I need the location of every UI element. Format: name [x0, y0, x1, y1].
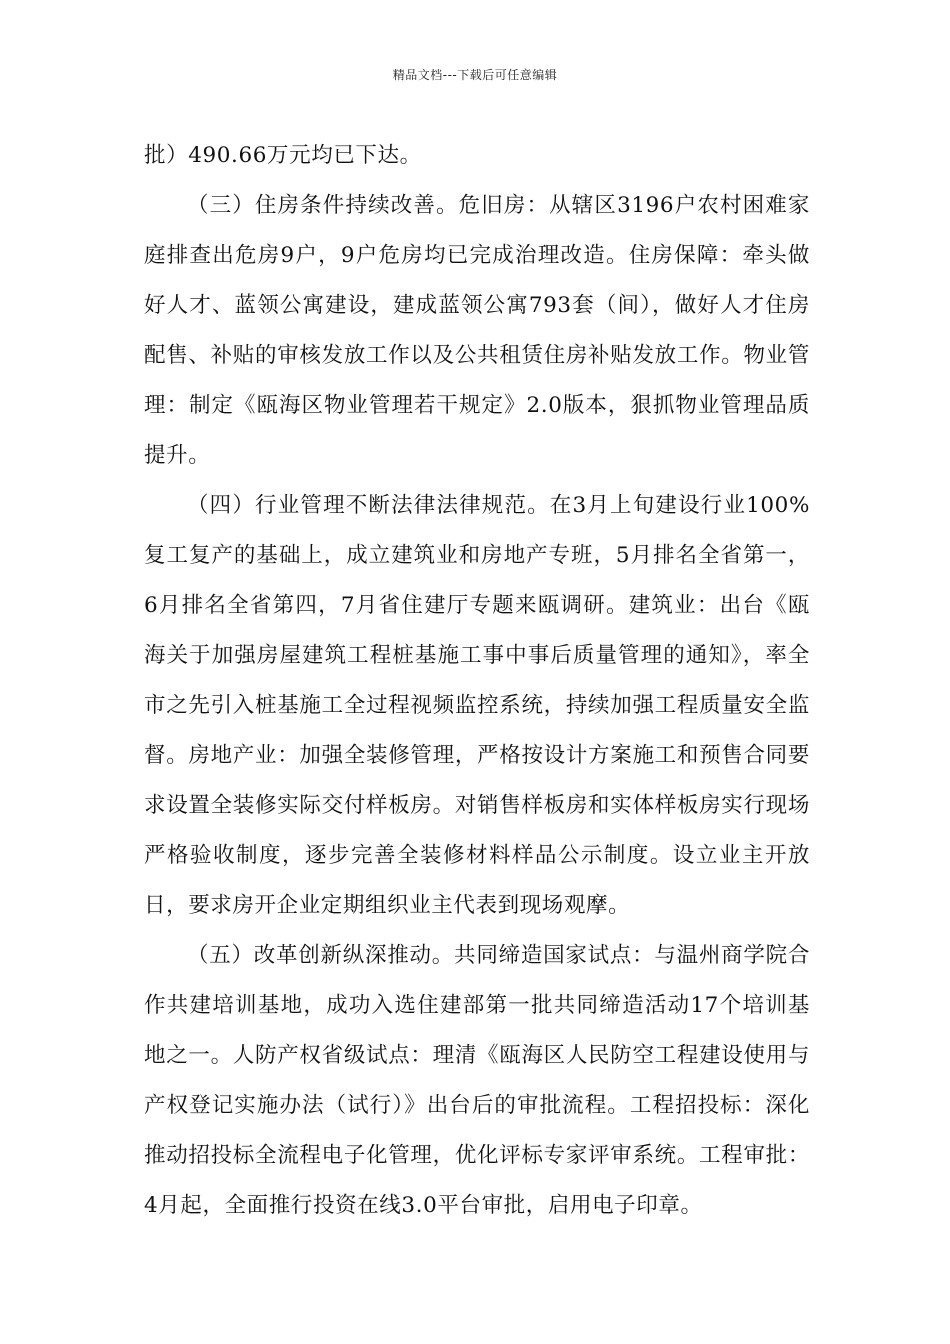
- paragraph-continuation: 批）490.66万元均已下达。: [144, 143, 422, 168]
- paragraph-housing-conditions: （三）住房条件持续改善。危旧房：从辖区3196户农村困难家庭排查出危房9户，9户危房均已完成治理改造。住房保障：牵头做好人才、蓝领公寓建设，建成蓝领公寓793套（间），做好人才住房配售、补贴的审核发放工作以及公共租赁住房补贴发放工作。物业管理：制定《瓯海区物业管理若干规定》2.0版本，狠抓物业管理品质提升。: [144, 193, 810, 468]
- paragraph-reform-innovation: （五）改革创新纵深推动。共同缔造国家试点：与温州商学院合作共建培训基地，成功入选住建部第一批共同缔造活动17个培训基地之一。人防产权省级试点：理清《瓯海区人民防空工程建设使用与产权登记实施办法（试行）》出台后的审批流程。工程招投标：深化推动招投标全流程电子化管理，优化评标专家评审系统。工程审批：4月起，全面推行投资在线3.0平台审批，启用电子印章。: [144, 943, 810, 1218]
- paragraph-industry-management: （四）行业管理不断法律法律规范。在3月上旬建设行业100%复工复产的基础上，成立建筑业和房地产专班，5月排名全省第一，6月排名全省第四，7月省住建厅专题来瓯调研。建筑业：出台《瓯海关于加强房屋建筑工程桩基施工事中事后质量管理的通知》，率全市之先引入桩基施工全过程视频监控系统，持续加强工程质量安全监督。房地产业：加强全装修管理，严格按设计方案施工和预售合同要求设置全装修实际交付样板房。对销售样板房和实体样板房实行现场严格验收制度，逐步完善全装修材料样品公示制度。设立业主开放日，要求房开企业定期组织业主代表到现场观摩。: [144, 493, 810, 918]
- document-body: [144, 131, 810, 1231]
- page-header: 精品文档---下载后可任意编辑: [392, 68, 558, 82]
